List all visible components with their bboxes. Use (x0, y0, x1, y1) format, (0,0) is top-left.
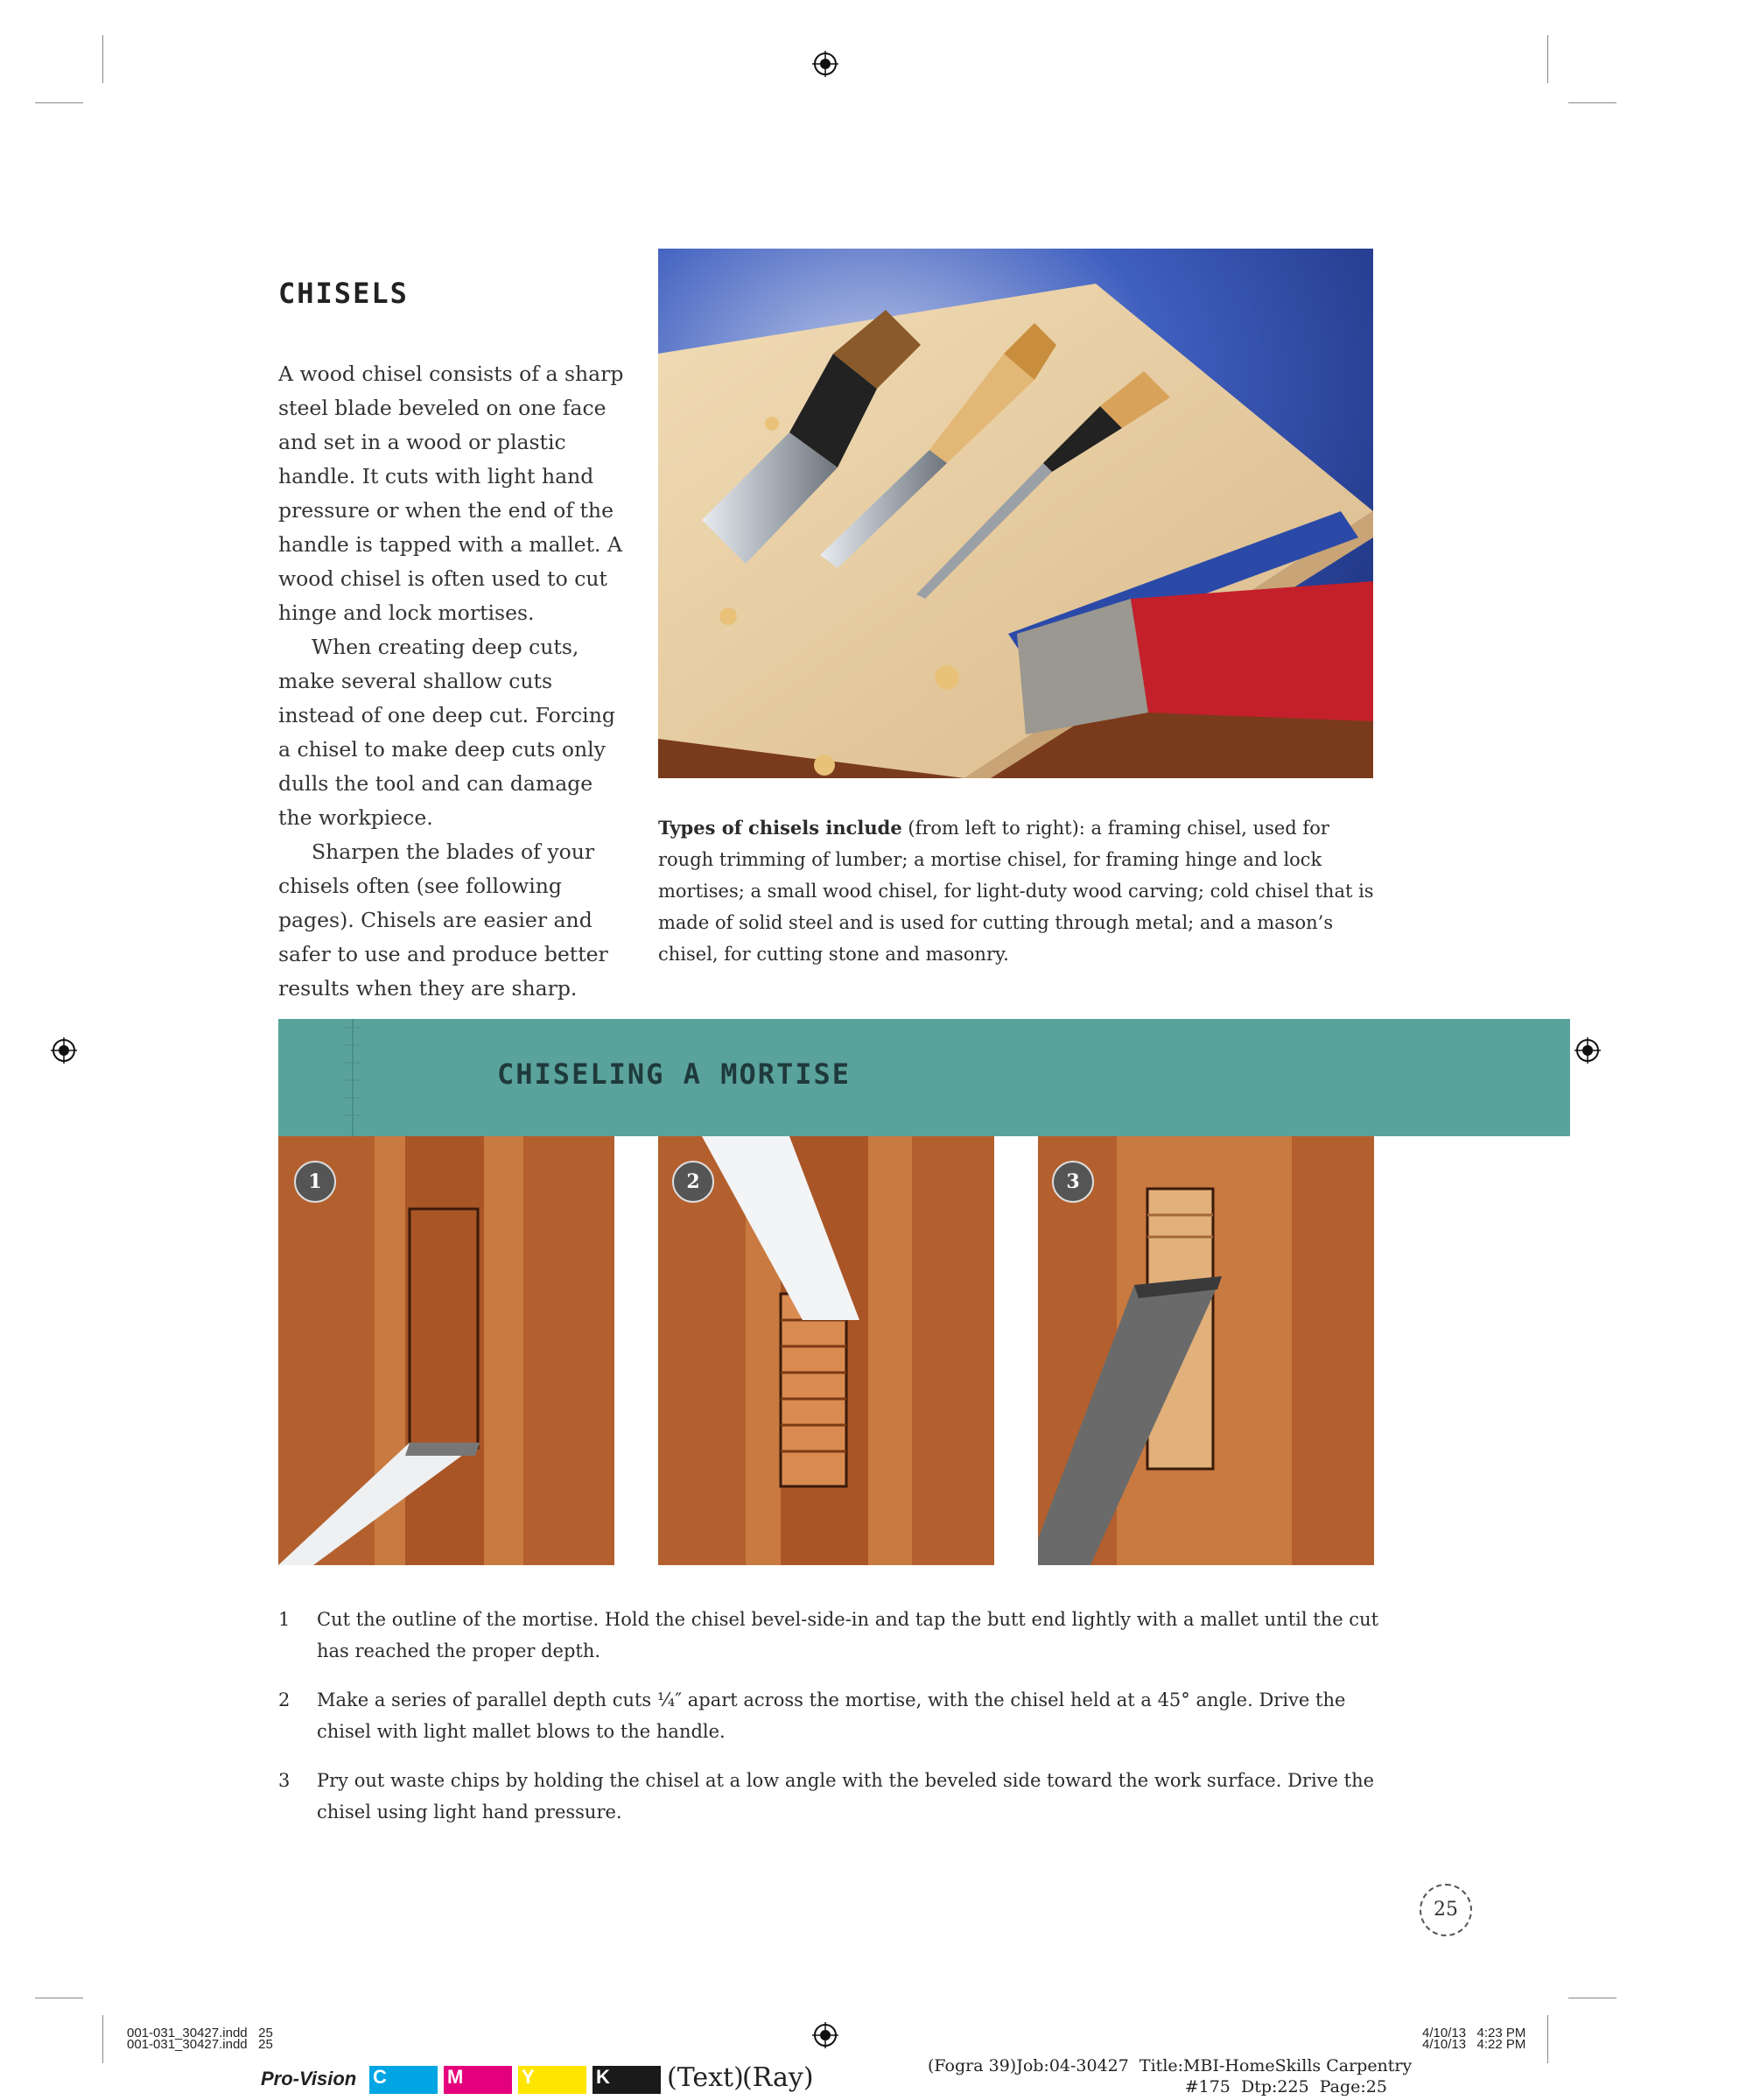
cyan-swatch: C (369, 2066, 438, 2094)
crop-mark (35, 102, 83, 103)
step-number: 2 (278, 1689, 291, 1710)
crop-mark (1547, 35, 1548, 83)
job-line: #175 Dtp:225 Page:25 (1184, 2077, 1387, 2096)
caption-text: (from left to right): a framing chisel, used for rough trimming of lumber; a mortise chisel, for framing hinge and lock mortises; a small wood chisel, for light-duty wood carving; cold chisel that is made of solid steel and is used for cutting through metal; and a mason’s chisel, for cutting stone and masonry. (658, 818, 1374, 965)
photo-caption (658, 812, 1380, 970)
body-text (278, 357, 628, 1006)
step-photo-2 (658, 1136, 994, 1565)
registration-mark-icon (812, 2022, 838, 2048)
step-number: 1 (278, 1609, 291, 1630)
registration-mark-icon (812, 51, 838, 77)
section-heading: CHISELS (278, 277, 409, 310)
ray-label: (Ray) (742, 2062, 814, 2093)
provision-label: Pro-Vision (261, 2068, 357, 2089)
black-swatch: K (593, 2066, 661, 2094)
crop-mark (102, 35, 103, 83)
slug-date-line: 4/10/13 4:22 PM (1422, 2037, 1526, 2052)
magenta-swatch: M (444, 2066, 512, 2094)
banner-title: CHISELING A MORTISE (497, 1057, 852, 1091)
step-text: Cut the outline of the mortise. Hold the chisel bevel-side-in and tap the butt end lightly with a mallet until the cut has reached the proper depth. (317, 1609, 1379, 1661)
text-label: (Text) (667, 2062, 744, 2093)
steps-list (278, 1604, 1381, 1845)
crop-mark (1568, 102, 1616, 103)
step-text: Make a series of parallel depth cuts ¼″ apart across the mortise, with the chisel held at a 45° angle. Drive the chisel with light mallet blows to the handle. (317, 1689, 1346, 1742)
step-badge: 3 (1052, 1161, 1094, 1203)
list-item (278, 1684, 1381, 1747)
section-banner (278, 1019, 1570, 1136)
step-photo-3 (1038, 1136, 1374, 1565)
step-badge: 2 (672, 1161, 714, 1203)
step-photo-1 (278, 1136, 614, 1565)
slug-file (127, 2027, 273, 2050)
body-paragraph: A wood chisel consists of a sharp steel blade beveled on one face and set in a wood or plastic handle. It cuts with light hand pressure or when the end of the handle is tapped with a mallet. A wood chisel is often used to cut hinge and lock mortises. (278, 362, 624, 625)
crop-mark (1547, 2015, 1548, 2063)
caption-lead: Types of chisels include (658, 817, 902, 839)
registration-mark-icon (51, 1037, 77, 1064)
body-paragraph: When creating deep cuts, make several shallow cuts instead of one deep cut. Forcing a chisel to make deep cuts only dulls the tool and can damage the workpiece. (278, 635, 615, 830)
step-number: 3 (278, 1770, 291, 1791)
chisels-photo (658, 249, 1373, 778)
slug-date-line: 4/10/13 4:23 PM (1422, 2026, 1526, 2040)
yellow-swatch: Y (518, 2066, 586, 2094)
body-paragraph: Sharpen the blades of your chisels often (see following pages). Chisels are easier and safer to use and produce better results when they are sharp. (278, 839, 608, 1001)
list-item (278, 1604, 1381, 1667)
slug-file-line: 001-031_30427.indd 25 (127, 2026, 273, 2040)
step-text: Pry out waste chips by holding the chisel at a low angle with the beveled side toward the work surface. Drive the chisel using light hand pressure. (317, 1770, 1375, 1823)
slug-file-line: 001-031_30427.indd 25 (127, 2037, 273, 2052)
page-number: 25 (1420, 1884, 1472, 1936)
list-item (278, 1765, 1381, 1828)
crop-mark (102, 2015, 103, 2063)
registration-mark-icon (1574, 1037, 1601, 1064)
step-badge: 1 (294, 1161, 336, 1203)
slug-date (1422, 2027, 1525, 2050)
job-info (928, 2055, 1413, 2097)
job-line: (Fogra 39)Job:04-30427 Title:MBI-HomeSkills Carpentry (928, 2056, 1413, 2075)
